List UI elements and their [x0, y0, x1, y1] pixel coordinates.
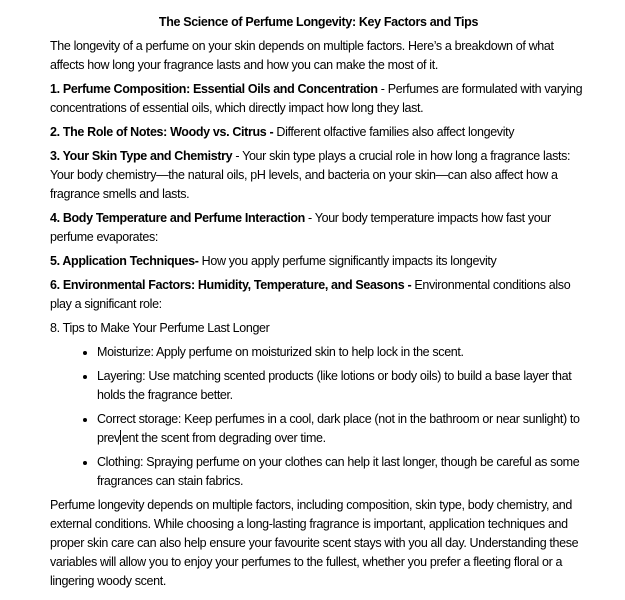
tip-text: Clothing: Spraying perfume on your clothes can help it last longer, though be careful as some fragrances can stain fabrics.	[97, 455, 580, 488]
section-1-body: - Perfumes are formulated with varying concentrations of essential oils, which directly impact how long they last.	[50, 82, 583, 115]
tip-text-before-cursor: Correct storage: Keep perfumes in a cool, dark place (not in the bathroom or near sunlight) to prev	[97, 412, 580, 445]
tip-item-moisturize	[97, 343, 587, 362]
section-3-heading: 3. Your Skin Type and Chemistry	[50, 149, 233, 163]
tip-text: Layering: Use matching scented products (like lotions or body oils) to build a base layer that holds the fragrance better.	[97, 369, 572, 402]
tip-item-correct-storage	[97, 410, 587, 448]
document-title: The Science of Perfume Longevity: Key Factors and Tips	[158, 15, 479, 29]
intro-paragraph: The longevity of a perfume on your skin depends on multiple factors. Here’s a breakdown of what affects how long your fragrance lasts and how you can make the most of it.	[50, 39, 554, 72]
section-6-paragraph	[50, 276, 587, 314]
closing-paragraph: Perfume longevity depends on multiple factors, including composition, skin type, body chemistry, and external conditions. While choosing a long-lasting fragrance is important, application techniques and proper skin care can also help ensure your favourite scent stays with you all day. Understanding these variables will allow you to enjoy your perfumes to the fullest, whether you prefer a fleeting floral or a lingering woody scent.	[50, 498, 579, 588]
tip-item-clothing	[97, 453, 587, 491]
section-6-body: Environmental conditions also play a significant role:	[50, 278, 571, 311]
section-2-heading: 2. The Role of Notes: Woody vs. Citrus -	[50, 125, 277, 139]
tips-list	[50, 343, 587, 491]
section-5-paragraph	[50, 252, 587, 271]
tip-text: Moisturize: Apply perfume on moisturized skin to help lock in the scent.	[97, 345, 464, 359]
section-6-heading: 6. Environmental Factors: Humidity, Temperature, and Seasons -	[50, 278, 415, 292]
section-1-heading: 1. Perfume Composition: Essential Oils and Concentration	[50, 82, 378, 96]
tip-item-layering	[97, 367, 587, 405]
section-2-body: Different olfactive families also affect longevity	[276, 125, 515, 139]
section-4-body: - Your body temperature impacts how fast your perfume evaporates:	[50, 211, 551, 244]
tip-text-after-cursor: ent the scent from degrading over time.	[121, 431, 326, 445]
section-4-paragraph	[50, 209, 587, 247]
section-3-paragraph	[50, 147, 587, 204]
section-4-heading: 4. Body Temperature and Perfume Interaction	[50, 211, 305, 225]
section-1-paragraph	[50, 80, 587, 118]
section-3-body: - Your skin type plays a crucial role in how long a fragrance lasts: Your body chemistry—the natural oils, pH levels, and bacteria on your skin—can also affect how a fragrance smells and lasts.	[50, 149, 571, 201]
tips-heading: 8. Tips to Make Your Perfume Last Longer	[50, 321, 270, 335]
section-5-heading: 5. Application Techniques-	[50, 254, 199, 268]
section-2-paragraph	[50, 123, 587, 142]
section-5-body: How you apply perfume significantly impacts its longevity	[198, 254, 497, 268]
